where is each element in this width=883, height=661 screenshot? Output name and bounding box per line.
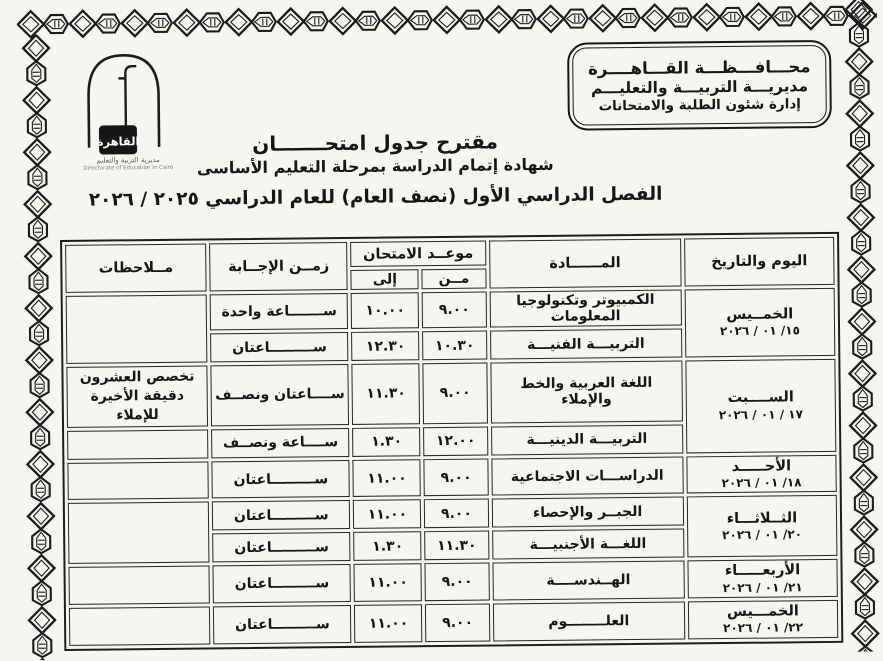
day-date-cell <box>688 600 839 639</box>
time-to-cell: ١٠.٠٠ <box>351 292 419 329</box>
subject-cell: الكمبيوتر وتكنولوجيا المعلومات <box>489 289 682 327</box>
duration-cell: ســـــــــاعتان <box>213 564 352 603</box>
notes-cell <box>68 502 210 564</box>
day-name: الخمــيس <box>726 306 794 324</box>
notes-cell <box>67 429 209 459</box>
day-name: الثــلاثـــاء <box>726 510 798 528</box>
duration-cell: ســـــــــاعتان <box>212 532 350 562</box>
letterhead-inner-frame <box>572 45 827 126</box>
letterhead-administration: إدارة شئون الطلبة والامتحانات <box>598 95 801 114</box>
title-proposed-schedule: مقترح جدول امتحـــــــان <box>252 129 499 156</box>
notes-cell <box>67 461 209 500</box>
time-to-cell: ١١.٠٠ <box>354 564 422 602</box>
subject-cell: التربيـــة الدينيـــة <box>491 424 684 455</box>
duration-cell: ســـــــــاعتان <box>210 332 348 362</box>
day-date: ١٨/ ٠١ / ٢٠٢٦ <box>721 475 802 490</box>
table-row <box>68 559 837 605</box>
header-subject: المــــــادة <box>489 238 682 288</box>
day-date-cell <box>685 359 836 453</box>
day-date: ٢٠/ ٠١ / ٢٠٢٦ <box>722 527 803 543</box>
time-from-cell: ٩.٠٠ <box>424 458 488 496</box>
logo-subtitle-ar: مديرية التربية والتعليم <box>96 155 160 165</box>
day-name: الســــبت <box>727 389 794 407</box>
header-exam-time: موعــد الامتحان <box>351 241 486 267</box>
time-from-cell: ١٢.٠٠ <box>424 426 488 456</box>
day-date-cell <box>687 495 838 558</box>
time-from-cell: ٩.٠٠ <box>425 563 489 601</box>
header-time-from: مــن <box>422 269 486 290</box>
day-date-cell <box>684 288 835 358</box>
time-from-cell: ١١.٣٠ <box>425 531 489 561</box>
time-to-cell: ١.٣٠ <box>354 532 422 562</box>
document-title-block <box>50 126 701 211</box>
subject-cell: الدراســـات الاجتماعية <box>491 456 684 496</box>
ornate-border-right-icon <box>843 0 882 652</box>
table-row <box>69 600 838 646</box>
logo-city-label: القاهرة <box>96 134 140 149</box>
notes-cell <box>69 607 211 646</box>
header-duration: زمــن الإجــابة <box>209 242 348 291</box>
duration-cell: ســـــــــاعتان <box>213 605 352 644</box>
time-from-cell: ٩.٠٠ <box>425 604 489 642</box>
day-name: الأحـــــد <box>731 458 792 475</box>
time-to-cell: ١١.٠٠ <box>353 459 421 497</box>
duration-cell: ســـــــــاعتان <box>212 500 350 530</box>
notes-cell <box>66 294 208 363</box>
subject-cell: اللغة العربية والخط والإملاء <box>490 360 683 423</box>
day-name: الخمـــيس <box>726 603 799 621</box>
subject-cell: الجبــر والإحصاء <box>491 497 684 528</box>
table-row <box>66 359 836 428</box>
ornate-border-top-icon <box>17 0 877 40</box>
time-to-cell: ١.٣٠ <box>352 427 420 457</box>
day-date: ١٥/ ٠١ / ٢٠٢٦ <box>719 323 800 339</box>
time-from-cell: ١٠.٣٠ <box>423 331 487 361</box>
duration-cell: ســــاعتان ونصــف <box>211 364 350 426</box>
header-day-date: اليوم والتاريخ <box>684 237 835 287</box>
time-to-cell: ١١.٠٠ <box>353 500 421 530</box>
subject-cell: التربيـــة الفنيـــة <box>490 328 683 359</box>
day-date: ٢١/ ٠١ / ٢٠٢٦ <box>722 579 803 595</box>
table-row <box>66 288 835 332</box>
day-date: ١٧ / ٠١ / ٢٠٢٦ <box>718 406 803 422</box>
exam-table-body <box>66 288 839 646</box>
subject-cell: اللغـــة الأجنبيـــة <box>492 529 685 560</box>
time-to-cell: ١٢.٣٠ <box>351 331 419 361</box>
notes-cell: تخصص العشرون دقيقة الأخيرة للإملاء <box>66 365 208 427</box>
exam-schedule-table <box>60 232 843 651</box>
header-notes: مــلاحظات <box>65 243 207 292</box>
time-from-cell: ٩.٠٠ <box>423 363 488 424</box>
day-date: ٢٢/ ٠١ / ٢٠٢٦ <box>723 620 804 636</box>
letterhead-governorate: محـــافـــظـــة القـــاهــــرة <box>587 56 811 78</box>
day-name: الأربعـــــاء <box>724 562 801 580</box>
duration-cell: ســــاعة ونصــف <box>211 428 349 458</box>
letterhead-box <box>567 40 832 131</box>
duration-cell: ســـــــــاعتان <box>212 460 351 499</box>
table-row <box>68 495 837 532</box>
time-to-cell: ١١.٣٠ <box>352 363 421 424</box>
time-from-cell: ٩.٠٠ <box>424 499 488 529</box>
time-to-cell: ١١.٠٠ <box>354 604 422 642</box>
subject-cell: العلــــــــوم <box>492 602 685 642</box>
day-date-cell <box>687 559 838 598</box>
duration-cell: ســـــــاعة واحدة <box>210 293 349 330</box>
notes-cell <box>68 566 210 605</box>
day-date-cell <box>686 455 837 494</box>
ornate-border-left-icon <box>20 34 59 660</box>
subject-cell: الهــندســــة <box>492 561 685 601</box>
letterhead-directorate: مديريـــة التربيـــة والتعليـــم <box>590 76 809 97</box>
logo-subtitle-en: Directorate of Education in Cairo <box>83 164 174 172</box>
title-certificate: شهادة إتمام الدراسة بمرحلة التعليم الأساسى <box>196 154 554 178</box>
table-header <box>65 237 834 293</box>
time-from-cell: ٩.٠٠ <box>422 292 486 329</box>
table-row <box>67 455 836 501</box>
header-time-to: إلى <box>351 269 419 290</box>
title-semester-year: الفصل الدراسي الأول (نصف العام) للعام الدراسي ٢٠٢٥ / ٢٠٢٦ <box>88 184 663 212</box>
